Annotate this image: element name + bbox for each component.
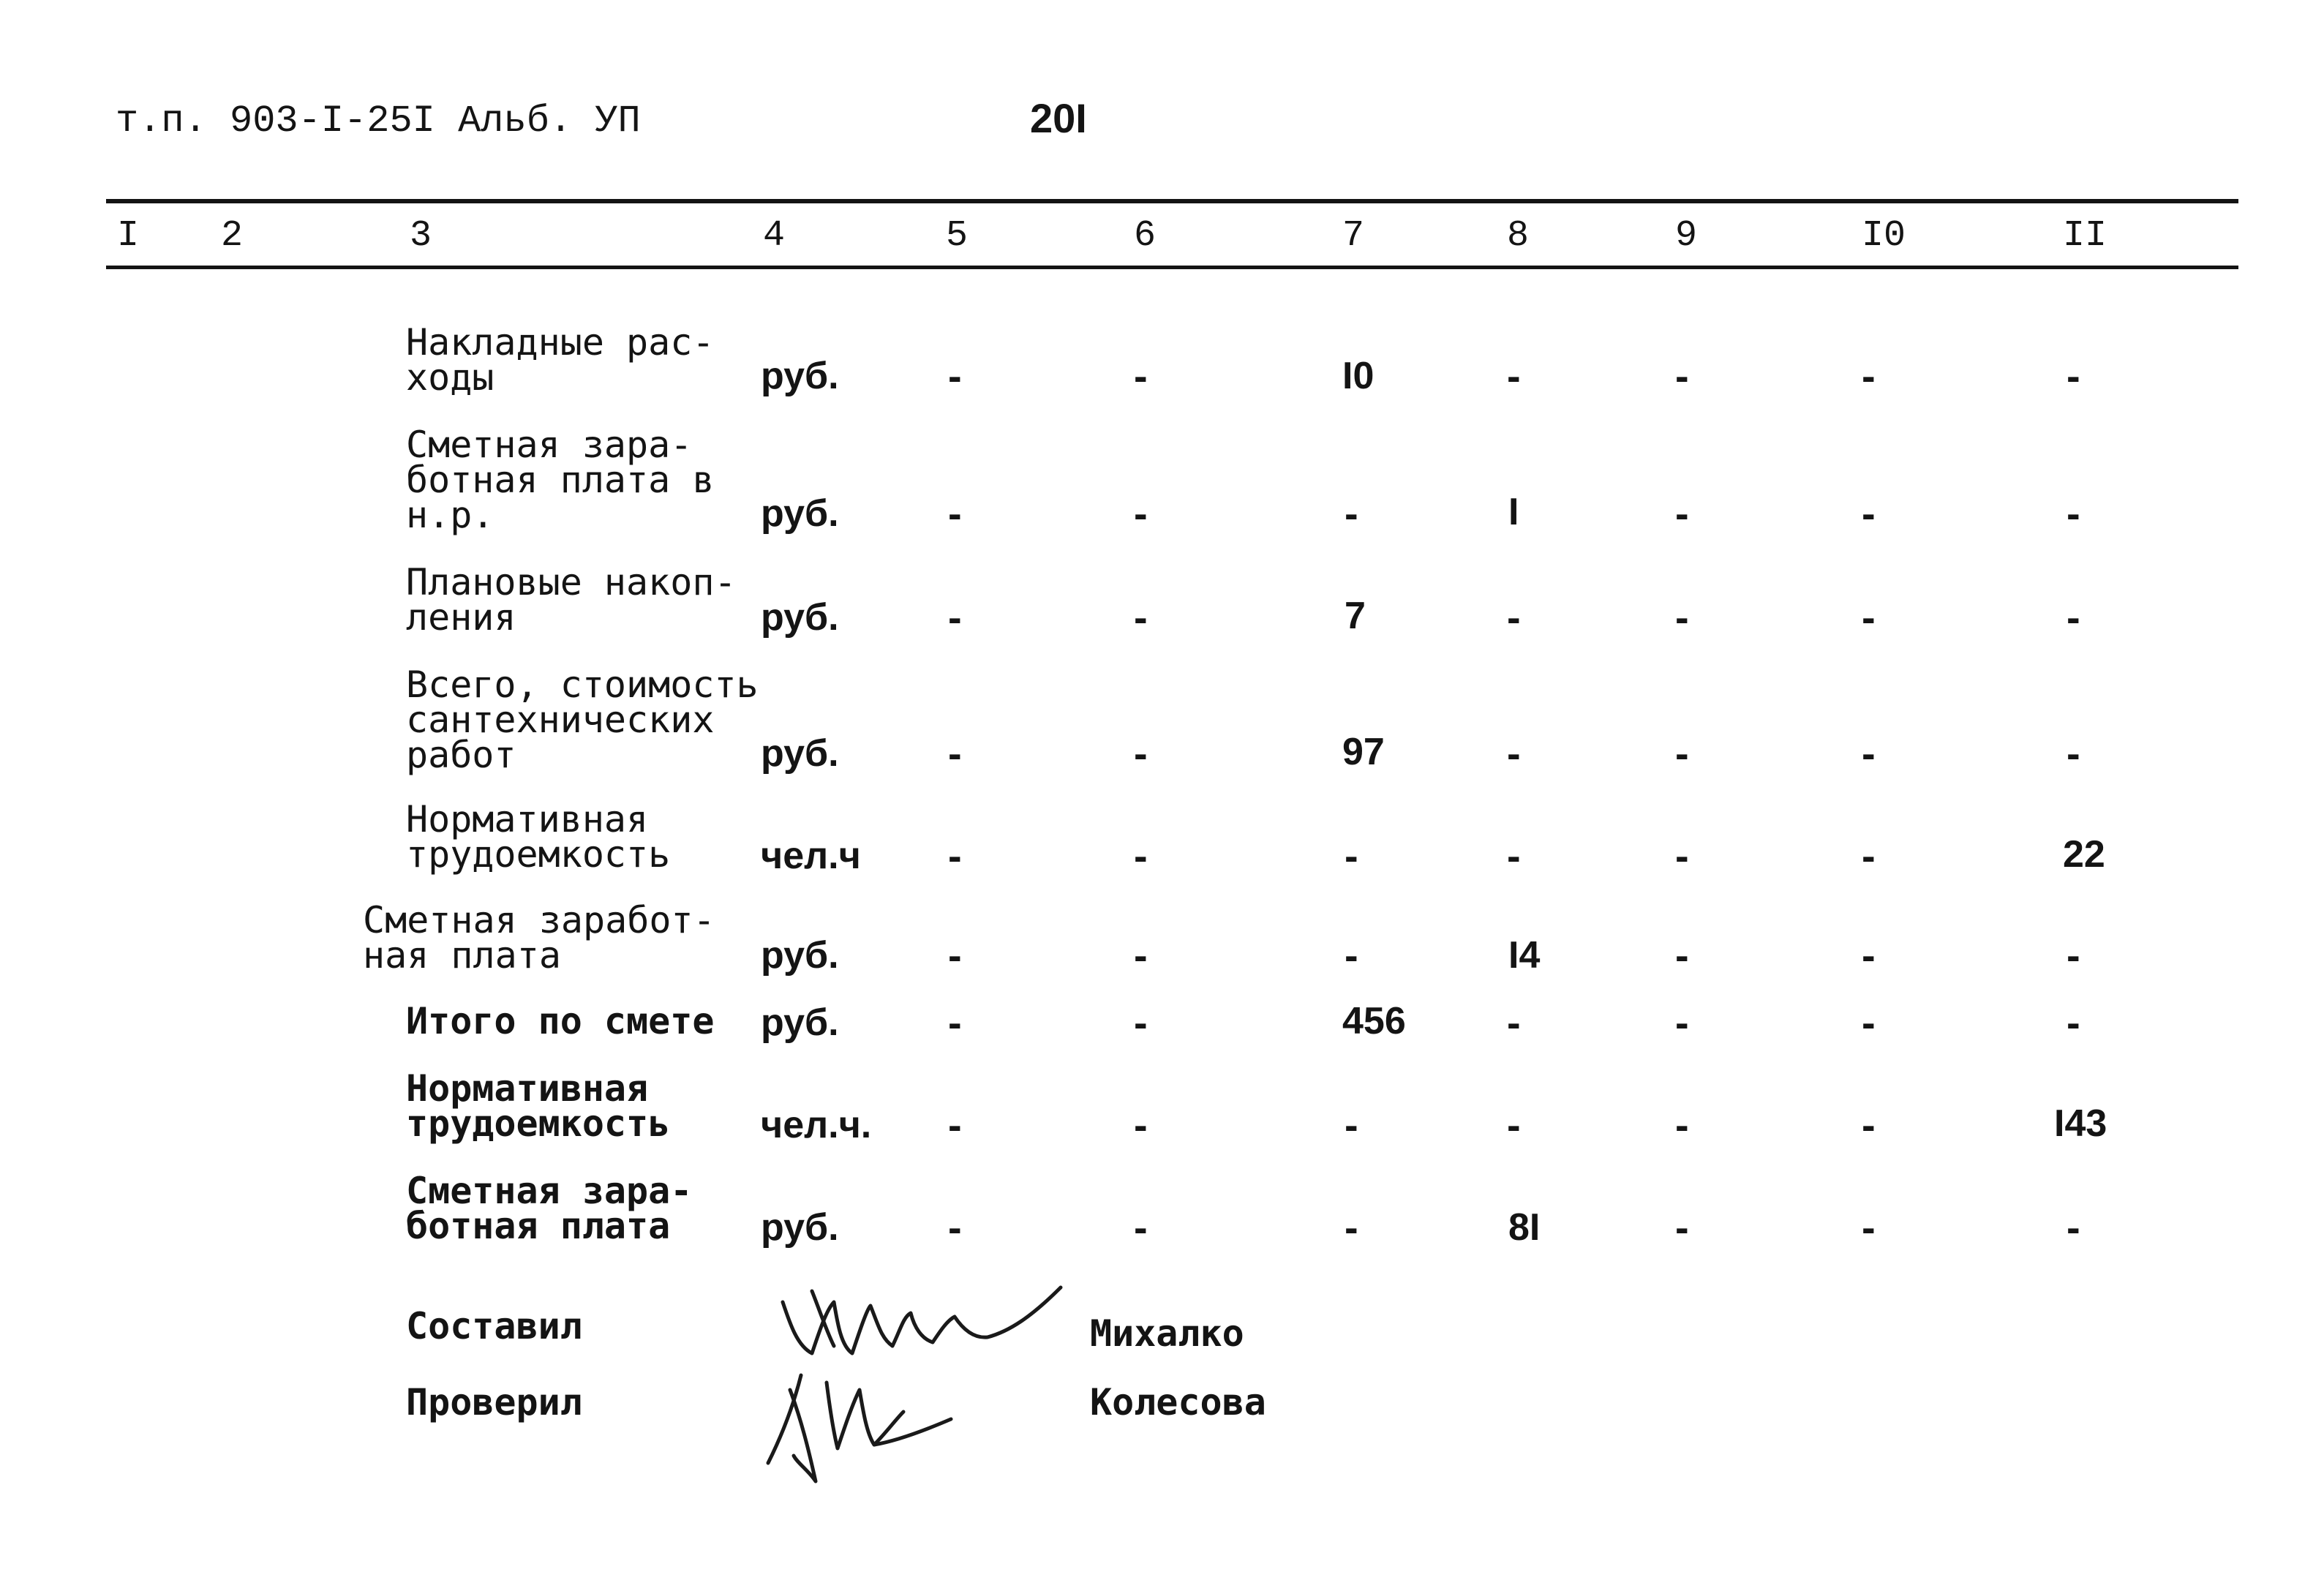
row-cell-col9: - — [1675, 730, 1689, 776]
row-cell-col8: - — [1507, 1102, 1521, 1148]
row-unit: руб. — [761, 355, 839, 397]
row-cell-col9: - — [1675, 832, 1689, 879]
table-top-rule — [106, 199, 2238, 203]
table-header-rule — [106, 266, 2238, 269]
row-cell-col7: - — [1345, 1102, 1358, 1148]
row-cell-col9: - — [1675, 1204, 1689, 1250]
row-cell-col9: - — [1675, 353, 1689, 399]
row-cell-col6: - — [1134, 353, 1148, 399]
document-reference: т.п. 903-I-25I Альб. УП — [116, 99, 641, 143]
column-header-9: 9 — [1675, 215, 1698, 257]
row-cell-col9: - — [1675, 1102, 1689, 1148]
row-cell-col5: - — [948, 594, 962, 640]
column-header-4: 4 — [763, 215, 786, 257]
row-cell-col7: 7 — [1345, 595, 1366, 637]
row-cell-col9: - — [1675, 594, 1689, 640]
row-cell-col6: - — [1134, 832, 1148, 879]
row-cell-col7: 97 — [1342, 731, 1385, 773]
row-label: Нормативная трудоемкость — [406, 1067, 671, 1145]
row-cell-col11: - — [2067, 594, 2080, 640]
row-cell-col5: - — [948, 932, 962, 978]
row-cell-col6: - — [1134, 1204, 1148, 1250]
row-cell-col9: - — [1675, 490, 1689, 536]
row-cell-col8: - — [1507, 353, 1521, 399]
row-cell-col7: - — [1345, 832, 1358, 879]
checked-signature — [757, 1361, 962, 1492]
row-cell-col5: - — [948, 999, 962, 1045]
row-cell-col10: - — [1862, 594, 1876, 640]
checked-by-name: Колесова — [1090, 1381, 1266, 1424]
row-cell-col6: - — [1134, 730, 1148, 776]
row-label: Нормативная трудоемкость — [406, 798, 671, 876]
row-unit: руб. — [761, 934, 839, 977]
row-cell-col11: - — [2067, 353, 2080, 399]
row-cell-col8: - — [1507, 999, 1521, 1045]
composed-by-name: Михалко — [1090, 1312, 1244, 1355]
row-unit: чел.ч — [761, 835, 861, 877]
row-cell-col10: - — [1862, 832, 1876, 879]
row-cell-col5: - — [948, 353, 962, 399]
row-cell-col5: - — [948, 832, 962, 879]
row-cell-col10: - — [1862, 1204, 1876, 1250]
column-header-10: I0 — [1862, 215, 1906, 257]
checked-by-label: Проверил — [406, 1381, 582, 1424]
row-cell-col5: - — [948, 1102, 962, 1148]
row-cell-col8: I4 — [1508, 934, 1541, 977]
column-header-7: 7 — [1342, 215, 1365, 257]
row-label: Сметная зара- ботная плата в н.р. — [406, 424, 715, 536]
row-cell-col10: - — [1862, 932, 1876, 978]
column-header-11: II — [2063, 215, 2107, 257]
row-cell-col8: - — [1507, 832, 1521, 879]
row-unit: руб. — [761, 596, 839, 639]
row-cell-col6: - — [1134, 1102, 1148, 1148]
row-cell-col7: - — [1345, 932, 1358, 978]
composed-signature — [768, 1273, 1075, 1375]
row-unit: чел.ч. — [761, 1104, 872, 1146]
row-cell-col9: - — [1675, 999, 1689, 1045]
page-number: 20I — [1030, 95, 1087, 141]
column-header-8: 8 — [1507, 215, 1530, 257]
row-label: Сметная зара- ботная плата — [406, 1170, 693, 1247]
row-cell-col10: - — [1862, 490, 1876, 536]
row-cell-col10: - — [1862, 730, 1876, 776]
row-cell-col5: - — [948, 1204, 962, 1250]
row-cell-col6: - — [1134, 490, 1148, 536]
row-cell-col11: 22 — [2063, 833, 2105, 876]
column-header-1: I — [117, 215, 140, 257]
row-cell-col6: - — [1134, 999, 1148, 1045]
row-label: Сметная заработ- ная плата — [363, 899, 715, 977]
row-label: Плановые накоп- ления — [406, 561, 737, 639]
row-cell-col11: - — [2067, 490, 2080, 536]
row-unit: руб. — [761, 1206, 839, 1249]
column-header-5: 5 — [946, 215, 969, 257]
row-label: Накладные рас- ходы — [406, 321, 715, 399]
row-label: Итого по смете — [406, 1000, 715, 1042]
row-cell-col8: - — [1507, 594, 1521, 640]
row-unit: руб. — [761, 1001, 839, 1044]
row-cell-col11: I43 — [2054, 1102, 2107, 1145]
column-header-6: 6 — [1134, 215, 1157, 257]
row-cell-col10: - — [1862, 999, 1876, 1045]
row-cell-col8: I — [1508, 491, 1519, 533]
row-cell-col10: - — [1862, 353, 1876, 399]
row-cell-col11: - — [2067, 730, 2080, 776]
row-cell-col6: - — [1134, 932, 1148, 978]
row-cell-col11: - — [2067, 999, 2080, 1045]
row-unit: руб. — [761, 492, 839, 535]
row-cell-col10: - — [1862, 1102, 1876, 1148]
row-cell-col6: - — [1134, 594, 1148, 640]
row-cell-col7: I0 — [1342, 355, 1375, 397]
row-cell-col5: - — [948, 490, 962, 536]
row-cell-col5: - — [948, 730, 962, 776]
column-header-2: 2 — [221, 215, 244, 257]
row-cell-col9: - — [1675, 932, 1689, 978]
composed-by-label: Составил — [406, 1305, 582, 1347]
row-cell-col7: - — [1345, 1204, 1358, 1250]
row-cell-col8: - — [1507, 730, 1521, 776]
row-cell-col7: - — [1345, 490, 1358, 536]
row-cell-col11: - — [2067, 932, 2080, 978]
row-cell-col7: 456 — [1342, 1000, 1406, 1042]
row-cell-col8: 8I — [1508, 1206, 1541, 1249]
row-label: Всего, стоимость сантехнических работ — [406, 663, 759, 776]
column-header-3: 3 — [410, 215, 432, 257]
row-cell-col11: - — [2067, 1204, 2080, 1250]
row-unit: руб. — [761, 732, 839, 775]
